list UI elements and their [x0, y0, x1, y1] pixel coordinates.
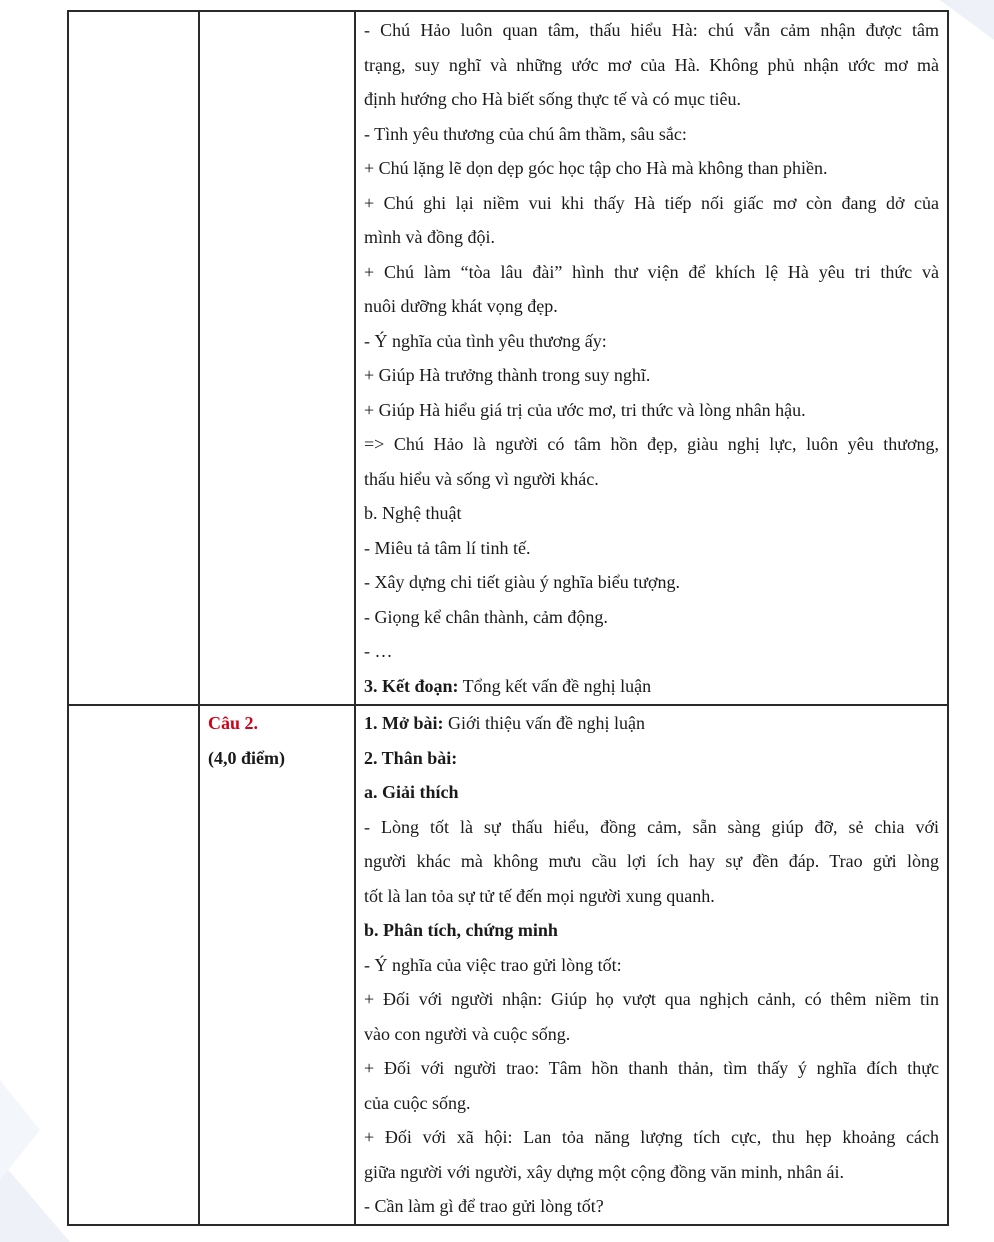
text-line: người khác mà không mưu cầu lợi ích hay sự đền đáp. Trao gửi lòng — [364, 851, 939, 871]
table-row — [68, 11, 948, 705]
text-line: của cuộc sống. — [364, 1092, 471, 1113]
analysis-lines — [364, 948, 939, 1224]
text-line: + Đối với người nhận: Giúp họ vượt qua nghịch cảnh, có thêm niềm tin — [364, 989, 939, 1009]
table-row — [68, 705, 948, 1225]
text-line: + Giúp Hà hiểu giá trị của ước mơ, tri thức và lòng nhân hậu. — [364, 399, 806, 420]
text-line: - Xây dựng chi tiết giàu ý nghĩa biểu tượng. — [364, 572, 680, 592]
section-cell — [68, 705, 199, 1225]
text-line: - Cần làm gì để trao gửi lòng tốt? — [364, 1196, 604, 1216]
text-line: + Đối với xã hội: Lan tỏa năng lượng tích cực, thu hẹp khoảng cách — [364, 1127, 939, 1147]
text-line: - Giọng kể chân thành, cảm động. — [364, 606, 608, 627]
text-line: b. Nghệ thuật — [364, 503, 462, 523]
text-line: - … — [364, 641, 393, 661]
intro-line: 1. Mở bài: Giới thiệu vấn đề nghị luận — [364, 713, 645, 733]
text-line: giữa người với người, xây dựng một cộng đồng văn minh, nhân ái. — [364, 1161, 845, 1182]
text-line: - Tình yêu thương của chú âm thầm, sâu sắc: — [364, 123, 687, 144]
text-line: tốt là lan tỏa sự tử tế đến mọi người xung quanh. — [364, 885, 715, 906]
text-line: + Chú ghi lại niềm vui khi thấy Hà tiếp nối giấc mơ còn đang dở của — [364, 192, 939, 213]
content-cell — [355, 11, 948, 705]
text-line: - Lòng tốt là sự thấu hiểu, đồng cảm, sẵn sàng giúp đỡ, sẻ chia với — [364, 816, 939, 837]
answer-key-table — [67, 10, 949, 1226]
question-label: Câu 2. — [208, 713, 259, 733]
text-line: mình và đồng đội. — [364, 227, 495, 247]
text-line: định hướng cho Hà biết sống thực tế và có mục tiêu. — [364, 89, 741, 109]
question-cell — [199, 705, 355, 1225]
text-line: thấu hiểu và sống vì người khác. — [364, 468, 599, 489]
text-line: => Chú Hảo là người có tâm hồn đẹp, giàu nghị lực, luôn yêu thương, — [364, 434, 939, 454]
question-points: (4,0 điểm) — [208, 747, 285, 768]
text-line: + Đối với người trao: Tâm hồn thanh thản, tìm thấy ý nghĩa đích thực — [364, 1058, 939, 1078]
explanation-lines — [364, 810, 939, 914]
text-line: vào con người và cuộc sống. — [364, 1023, 571, 1044]
subheading-a: a. Giải thích — [364, 782, 459, 802]
subheading-b: b. Phân tích, chứng minh — [364, 920, 558, 940]
text-line: + Giúp Hà trưởng thành trong suy nghĩ. — [364, 365, 651, 385]
text-line: - Chú Hảo luôn quan tâm, thấu hiểu Hà: chú vẫn cảm nhận được tâm — [364, 20, 939, 40]
body-heading: 2. Thân bài: — [364, 747, 458, 768]
text-line: trạng, suy nghĩ và những ước mơ của Hà. Không phủ nhận ước mơ mà — [364, 54, 939, 75]
text-line: + Chú làm “tòa lâu đài” hình thư viện để khích lệ Hà yêu tri thức và — [364, 261, 939, 282]
section-cell — [68, 11, 199, 705]
text-line: - Miêu tả tâm lí tinh tế. — [364, 537, 531, 558]
content-lines — [356, 12, 947, 669]
text-line: nuôi dưỡng khát vọng đẹp. — [364, 296, 558, 316]
content-cell — [355, 705, 948, 1225]
text-line: + Chú lặng lẽ dọn dẹp góc học tập cho Hà mà không than phiền. — [364, 158, 828, 178]
text-line: - Ý nghĩa của tình yêu thương ấy: — [364, 330, 607, 351]
conclusion-line: 3. Kết đoạn: Tổng kết vấn đề nghị luận — [364, 675, 652, 696]
text-line: - Ý nghĩa của việc trao gửi lòng tốt: — [364, 954, 622, 975]
question-cell — [199, 11, 355, 705]
